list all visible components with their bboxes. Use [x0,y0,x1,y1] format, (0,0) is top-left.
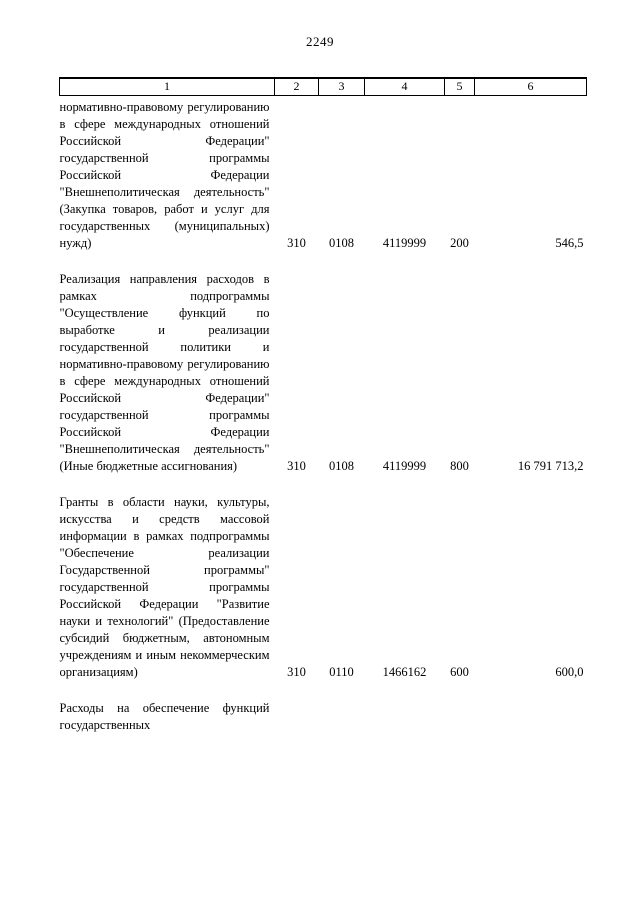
header-cell-3: 3 [319,78,365,96]
cell-col3: 0108 [329,236,354,250]
table-row [60,96,587,253]
cell-col4: 4119999 [382,459,427,473]
cell-col3: 0110 [329,665,354,679]
row-description: нормативно-правовому регулированию в сфере международных отношений Российской Федерации" государственной программы Российской Федерации "Внешнеполитическая деятельность" (Закупка товаров, работ и услуг для государственных (муниципальных) нужд) [59,100,270,250]
cell-col5: 800 [450,459,469,473]
cell-col4: 1466162 [382,665,427,679]
cell-amount: 546,5 [555,236,584,250]
cell-col4: 4119999 [382,236,427,250]
budget-table [59,77,587,734]
table-row [60,252,587,475]
row-description: Гранты в области науки, культуры, искусства и средств массовой информации в рамках подпрограммы "Обеспечение реализации Государственной программы" государственной программы Российской Федерации "Развитие науки и технологий" (Предоставление субсидий бюджетным, автономным учреждениям и иным некоммерческим организациям) [59,495,270,679]
header-cell-1: 1 [60,78,275,96]
row-description: Реализация направления расходов в рамках подпрограммы "Осуществление функций по выработке и реализации государственной политики и нормативно-правовому регулированию в сфере международных отношений Российской Федерации" государственной программы Российской Федерации "Внешнеполитическая деятельность" (Иные бюджетные ассигнования) [59,272,270,473]
row-description: Расходы на обеспечение функций государственных [59,701,270,732]
cell-col3 [319,681,365,734]
cell-amount: 600,0 [555,665,584,679]
cell-col5: 600 [450,665,469,679]
cell-col4 [365,681,445,734]
cell-col2: 310 [287,665,306,679]
cell-col2: 310 [287,236,306,250]
page-number: 2249 [306,34,334,49]
header-cell-4: 4 [365,78,445,96]
cell-amount [475,681,587,734]
cell-col2 [275,681,319,734]
header-cell-5: 5 [445,78,475,96]
cell-col5 [445,681,475,734]
table-row [60,475,587,681]
header-cell-2: 2 [275,78,319,96]
cell-col2: 310 [287,459,306,473]
table-row [60,681,587,734]
cell-col3: 0108 [329,459,354,473]
header-cell-6: 6 [475,78,587,96]
cell-amount: 16 791 713,2 [517,459,584,473]
table-header-row [60,78,587,96]
cell-col5: 200 [450,236,469,250]
